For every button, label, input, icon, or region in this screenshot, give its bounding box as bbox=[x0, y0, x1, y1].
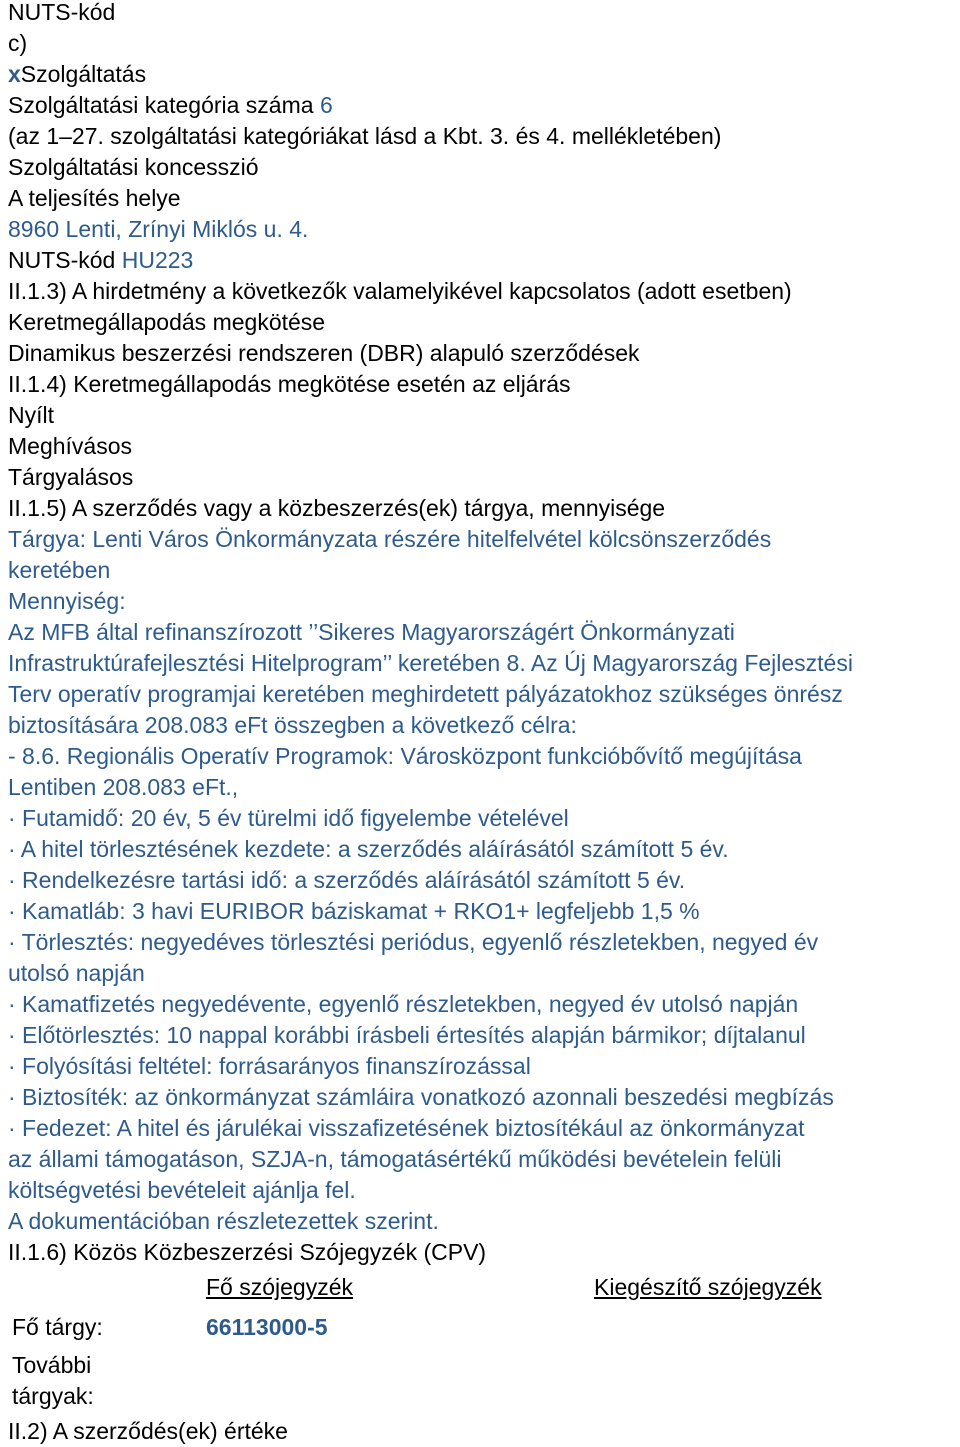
condition-bullet: · Törlesztés: negyedéves törlesztési periódus, egyenlő részletekben, negyed év bbox=[8, 929, 819, 955]
section-ii15-heading: II.1.5) A szerződés vagy a közbeszerzés(ek) tárgya, mennyisége bbox=[8, 495, 666, 521]
place-value: 8960 Lenti, Zrínyi Miklós u. 4. bbox=[8, 216, 309, 242]
condition-bullet: · Biztosíték: az önkormányzat számláira vonatkozó azonnali beszedési megbízás bbox=[8, 1084, 834, 1110]
condition-bullet: · Kamatfizetés negyedévente, egyenlő részletekben, negyed év utolsó napján bbox=[8, 991, 799, 1017]
other-subjects-label: További bbox=[12, 1352, 92, 1378]
other-subjects-label-cont: tárgyak: bbox=[12, 1383, 94, 1409]
condition-bullet: · Folyósítási feltétel: forrásarányos finanszírozással bbox=[8, 1053, 531, 1079]
documentation-note: A dokumentációban részletezettek szerint. bbox=[8, 1208, 439, 1234]
quantity-text-line: Az MFB által refinanszírozott ’’Sikeres Magyarországért Önkormányzati bbox=[8, 619, 735, 645]
service-category-label: Szolgáltatási kategória száma bbox=[8, 92, 314, 118]
quantity-text-line: Terv operatív programjai keretében meghirdetett pályázatokhoz szükséges önrész bbox=[8, 681, 843, 707]
main-subject-cpv-code: 66113000-5 bbox=[206, 1314, 328, 1340]
condition-bullet: · Előtörlesztés: 10 nappal korábbi írásbeli értesítés alapján bármikor; díjtalanul bbox=[8, 1022, 806, 1048]
service-label: Szolgáltatás bbox=[20, 61, 147, 87]
subject-text-line: Tárgya: Lenti Város Önkormányzata részére hitelfelvétel kölcsönszerződés bbox=[8, 526, 772, 552]
option-restricted: Meghívásos bbox=[8, 433, 133, 459]
section-ii13-heading: II.1.3) A hirdetmény a következők valamelyikével kapcsolatos (adott esetben) bbox=[8, 278, 792, 304]
section-ii2-heading: II.2) A szerződés(ek) értéke bbox=[8, 1418, 288, 1444]
service-option bbox=[8, 59, 146, 90]
option-negotiated: Tárgyalásos bbox=[8, 464, 134, 490]
condition-bullet-cont: az állami támogatáson, SZJA-n, támogatásértékű működési bevételein felüli bbox=[8, 1146, 782, 1172]
option-dbr-contracts: Dinamikus beszerzési rendszeren (DBR) alapuló szerződések bbox=[8, 340, 640, 366]
option-open: Nyílt bbox=[8, 402, 54, 428]
condition-bullet: · Kamatláb: 3 havi EURIBOR báziskamat + RKO1+ legfeljebb 1,5 % bbox=[8, 898, 700, 924]
condition-bullet-cont: utolsó napján bbox=[8, 960, 145, 986]
checked-mark: x bbox=[8, 61, 21, 87]
nuts-code-row bbox=[8, 245, 193, 276]
quantity-text-line: - 8.6. Regionális Operatív Programok: Városközpont funkcióbővítő megújítása bbox=[8, 743, 802, 769]
option-c-label: c) bbox=[8, 30, 28, 56]
quantity-text-line: Infrastruktúrafejlesztési Hitelprogram’’ keretében 8. Az Új Magyarország Fejlesztési bbox=[8, 650, 853, 676]
quantity-text-line: Lentiben 208.083 eFt., bbox=[8, 774, 239, 800]
quantity-text-line: biztosítására 208.083 eFt összegben a következő célra: bbox=[8, 712, 577, 738]
section-ii14-heading: II.1.4) Keretmegállapodás megkötése esetén az eljárás bbox=[8, 371, 571, 397]
condition-bullet: · Rendelkezésre tartási idő: a szerződés aláírásától számított 5 év. bbox=[8, 867, 686, 893]
service-category-value: 6 bbox=[319, 92, 333, 118]
nuts-code-label: NUTS-kód bbox=[8, 247, 116, 273]
option-framework-agreement: Keretmegállapodás megkötése bbox=[8, 309, 326, 335]
cpv-main-column-header: Fő szójegyzék bbox=[206, 1274, 354, 1300]
condition-bullet: · Fedezet: A hitel és járulékai visszafizetésének biztosítékául az önkormányzat bbox=[8, 1115, 805, 1141]
main-subject-label: Fő tárgy: bbox=[12, 1314, 103, 1340]
condition-bullet: · A hitel törlesztésének kezdete: a szerződés aláírásától számított 5 év. bbox=[8, 836, 729, 862]
place-label: A teljesítés helye bbox=[8, 185, 181, 211]
service-category-note: (az 1–27. szolgáltatási kategóriákat lásd a Kbt. 3. és 4. mellékletében) bbox=[8, 123, 722, 149]
service-category-row bbox=[8, 90, 333, 121]
nuts-code-value: HU223 bbox=[121, 247, 194, 273]
cpv-supplementary-column-header: Kiegészítő szójegyzék bbox=[594, 1274, 822, 1300]
nuts-label: NUTS-kód bbox=[8, 0, 116, 25]
service-concession-label: Szolgáltatási koncesszió bbox=[8, 154, 259, 180]
section-ii16-heading: II.1.6) Közös Közbeszerzési Szójegyzék (CPV) bbox=[8, 1239, 487, 1265]
subject-text-line: keretében bbox=[8, 557, 111, 583]
condition-bullet: · Futamidő: 20 év, 5 év türelmi idő figyelembe vételével bbox=[8, 805, 569, 831]
condition-bullet-cont: költségvetési bevételeit ajánlja fel. bbox=[8, 1177, 356, 1203]
quantity-label: Mennyiség: bbox=[8, 588, 126, 614]
